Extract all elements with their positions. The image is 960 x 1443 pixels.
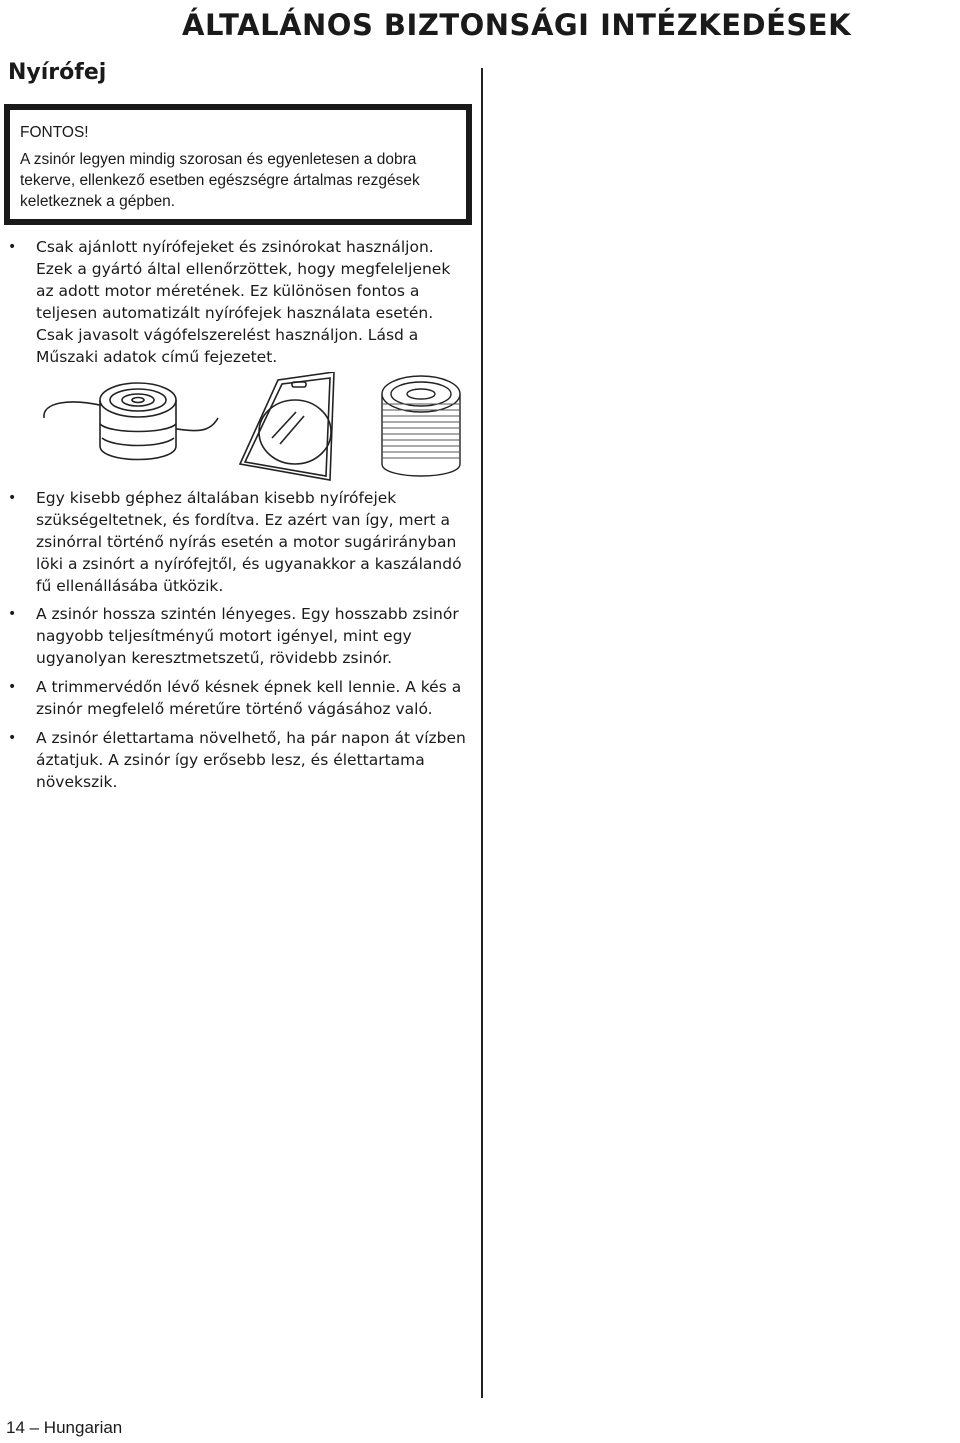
bullet-marker: • (8, 730, 17, 746)
bullet-marker: • (8, 490, 17, 506)
line-package-icon (240, 372, 334, 480)
bullet-item (8, 727, 466, 793)
bullet-marker: • (8, 606, 17, 622)
page-header-title: ÁLTALÁNOS BIZTONSÁGI INTÉZKEDÉSEK (182, 8, 852, 42)
bullet-text: Csak ajánlott nyírófejeket és zsinórokat használjon. Ezek a gyártó által ellenőrzöttek, hogy megfeleljenek az adott motor méretének. Ez különösen fontos a teljesen automatizált nyírófejek használata esetén. Csak javasolt vágófelszerelést használjon. Lásd a Műszaki adatok című fejezetet. (36, 238, 451, 366)
bullet-marker: • (8, 239, 17, 255)
bullet-text: A trimmervédőn lévő késnek épnek kell lennie. A kés a zsinór megfelelő méretűre történő vágásához való. (36, 678, 462, 718)
notice-title: FONTOS! (20, 124, 89, 141)
trimmer-parts-illustration (40, 372, 470, 482)
bullet-text: Egy kisebb géphez általában kisebb nyírófejek szükségeltetnek, és fordítva. Ez azért van így, mert a zsinórral történő nyírás esetén a motor sugárirányban löki a zsinórt a nyírófejtől, és ugyanakkor a kaszálandó fű ellenállásába ütközik. (36, 489, 462, 595)
section-heading: Nyírófej (8, 60, 107, 85)
bullet-item (8, 236, 466, 368)
bullet-item (8, 603, 466, 669)
bullet-marker: • (8, 679, 17, 695)
trimmer-head-icon (44, 383, 218, 460)
bullet-item (8, 676, 466, 720)
important-notice-box (4, 104, 472, 225)
column-divider (481, 68, 483, 1398)
notice-body: A zsinór legyen mindig szorosan és egyenletesen a dobra tekerve, ellenkező esetben egészségre ártalmas rezgések keletkeznek a gépben. (20, 151, 420, 210)
page-footer-label: 14 – Hungarian (6, 1418, 123, 1437)
bullet-item (8, 487, 466, 597)
line-spool-icon (382, 376, 460, 476)
bullet-text: A zsinór élettartama növelhető, ha pár napon át vízben áztatjuk. A zsinór így erősebb lesz, és élettartama növekszik. (36, 729, 466, 791)
bullet-text: A zsinór hossza szintén lényeges. Egy hosszabb zsinór nagyobb teljesítményű motort igényel, mint egy ugyanolyan keresztmetszetű, rövidebb zsinór. (36, 605, 459, 667)
